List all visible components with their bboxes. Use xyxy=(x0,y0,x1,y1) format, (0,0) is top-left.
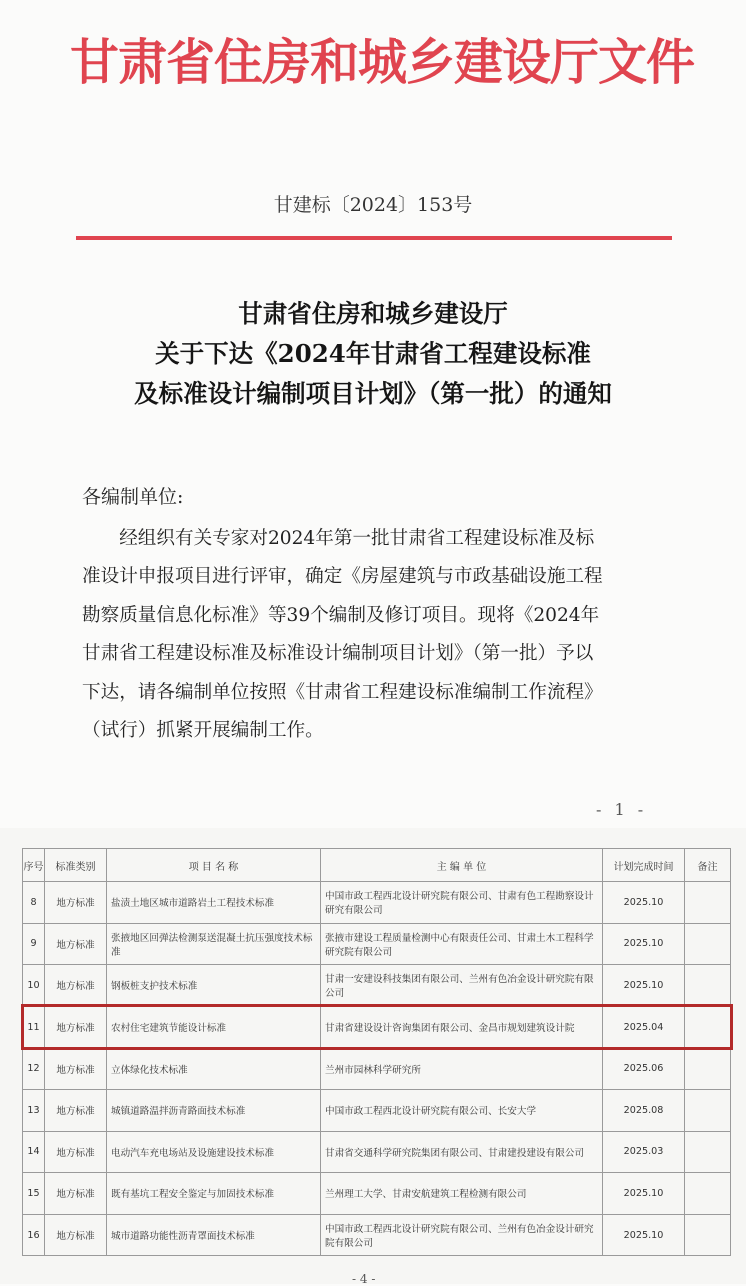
cell-date: 2025.10 xyxy=(603,965,685,1007)
table-row xyxy=(23,882,731,924)
notice-title-line: 关于下达《2024年甘肃省工程建设标准 xyxy=(155,339,591,368)
cell-remark xyxy=(685,882,731,924)
page-number: - 1 - xyxy=(596,800,648,819)
cell-category: 地方标准 xyxy=(45,1131,107,1173)
cell-name: 城市道路功能性沥青罩面技术标准 xyxy=(107,1214,321,1256)
body-line: 经组织有关专家对2024年第一批甘肃省工程建设标准及标 xyxy=(82,528,595,549)
cell-no: 11 xyxy=(23,1006,45,1048)
cell-remark xyxy=(685,1173,731,1215)
cell-name: 钢板桩支护技术标准 xyxy=(107,965,321,1007)
cell-remark xyxy=(685,1214,731,1256)
col-header-category: 标准类别 xyxy=(45,849,107,882)
plan-table-page xyxy=(0,828,746,1284)
cell-unit: 中国市政工程西北设计研究院有限公司、甘肃有色工程勘察设计研究有限公司 xyxy=(321,882,603,924)
cell-no: 8 xyxy=(23,882,45,924)
cell-unit: 兰州市园林科学研究所 xyxy=(321,1048,603,1090)
cell-date: 2025.06 xyxy=(603,1048,685,1090)
cell-date: 2025.10 xyxy=(603,1173,685,1215)
cell-no: 16 xyxy=(23,1214,45,1256)
cell-name: 城镇道路温拌沥青路面技术标准 xyxy=(107,1089,321,1131)
cell-date: 2025.04 xyxy=(603,1006,685,1048)
table-header-row xyxy=(23,849,731,882)
cell-category: 地方标准 xyxy=(45,1214,107,1256)
cell-category: 地方标准 xyxy=(45,1089,107,1131)
notice-title xyxy=(0,294,746,414)
table-row xyxy=(23,1048,731,1090)
notice-title-line: 甘肃省住房和城乡建设厅 xyxy=(238,299,508,328)
cell-unit: 中国市政工程西北设计研究院有限公司、长安大学 xyxy=(321,1089,603,1131)
page-number: - 4 - xyxy=(352,1272,376,1286)
cell-date: 2025.08 xyxy=(603,1089,685,1131)
cell-remark xyxy=(685,1048,731,1090)
table-row xyxy=(23,1173,731,1215)
cell-unit: 甘肃省建设设计咨询集团有限公司、金昌市规划建筑设计院 xyxy=(321,1006,603,1048)
cell-no: 15 xyxy=(23,1173,45,1215)
body-line: 甘肃省工程建设标准及标准设计编制项目计划》（第一批）予以 xyxy=(82,643,594,665)
table-row xyxy=(23,923,731,965)
red-divider-line xyxy=(76,236,672,240)
col-header-no: 序号 xyxy=(23,849,45,882)
col-header-unit: 主 编 单 位 xyxy=(321,849,603,882)
cell-category: 地方标准 xyxy=(45,1048,107,1090)
cell-date: 2025.03 xyxy=(603,1131,685,1173)
notice-body xyxy=(82,520,662,750)
col-header-name: 项 目 名 称 xyxy=(107,849,321,882)
cell-name: 张掖地区回弹法检测泵送混凝土抗压强度技术标准 xyxy=(107,923,321,965)
cell-no: 9 xyxy=(23,923,45,965)
col-header-date: 计划完成时间 xyxy=(603,849,685,882)
document-header-title: 甘肃省住房和城乡建设厅文件 xyxy=(70,34,695,91)
body-line: 勘察质量信息化标准》等39个编制及修订项目。现将《2024年 xyxy=(82,604,600,626)
cell-remark xyxy=(685,1089,731,1131)
cell-date: 2025.10 xyxy=(603,882,685,924)
cell-unit: 中国市政工程西北设计研究院有限公司、兰州有色冶金设计研究院有限公司 xyxy=(321,1214,603,1256)
cell-remark xyxy=(685,923,731,965)
table-row-highlighted xyxy=(23,1006,731,1048)
cell-category: 地方标准 xyxy=(45,882,107,924)
cell-unit: 甘肃省交通科学研究院集团有限公司、甘肃建投建设有限公司 xyxy=(321,1131,603,1173)
cell-category: 地方标准 xyxy=(45,965,107,1007)
table-row xyxy=(23,1131,731,1173)
table-row xyxy=(23,1089,731,1131)
cell-remark xyxy=(685,1006,731,1048)
cell-date: 2025.10 xyxy=(603,1214,685,1256)
cell-category: 地方标准 xyxy=(45,1173,107,1215)
col-header-remark: 备注 xyxy=(685,849,731,882)
cell-no: 10 xyxy=(23,965,45,1007)
cell-no: 12 xyxy=(23,1048,45,1090)
table-row xyxy=(23,1214,731,1256)
cell-category: 地方标准 xyxy=(45,923,107,965)
cell-name: 电动汽车充电场站及设施建设技术标准 xyxy=(107,1131,321,1173)
cell-remark xyxy=(685,1131,731,1173)
cell-name: 既有基坑工程安全鉴定与加固技术标准 xyxy=(107,1173,321,1215)
cell-name: 农村住宅建筑节能设计标准 xyxy=(107,1006,321,1048)
cell-unit: 兰州理工大学、甘肃安航建筑工程检测有限公司 xyxy=(321,1173,603,1215)
notice-title-line: 及标准设计编制项目计划》（第一批）的通知 xyxy=(134,379,612,408)
cell-remark xyxy=(685,965,731,1007)
body-line: 下达，请各编制单位按照《甘肃省工程建设标准编制工作流程》 xyxy=(82,681,603,703)
cell-name: 立体绿化技术标准 xyxy=(107,1048,321,1090)
project-plan-table xyxy=(22,848,731,1256)
body-line: （试行）抓紧开展编制工作。 xyxy=(82,720,324,742)
document-number: 甘建标〔2024〕153号 xyxy=(273,194,473,216)
cell-unit: 张掖市建设工程质量检测中心有限责任公司、甘肃土木工程科学研究院有限公司 xyxy=(321,923,603,965)
cell-no: 13 xyxy=(23,1089,45,1131)
cell-unit: 甘肃一安建设科技集团有限公司、兰州有色冶金设计研究院有限公司 xyxy=(321,965,603,1007)
body-line: 准设计申报项目进行评审，确定《房屋建筑与市政基础设施工程 xyxy=(82,566,603,588)
table-row xyxy=(23,965,731,1007)
addressee: 各编制单位: xyxy=(82,486,184,508)
cell-no: 14 xyxy=(23,1131,45,1173)
cell-category: 地方标准 xyxy=(45,1006,107,1048)
cell-name: 盐渍土地区城市道路岩土工程技术标准 xyxy=(107,882,321,924)
cell-date: 2025.10 xyxy=(603,923,685,965)
